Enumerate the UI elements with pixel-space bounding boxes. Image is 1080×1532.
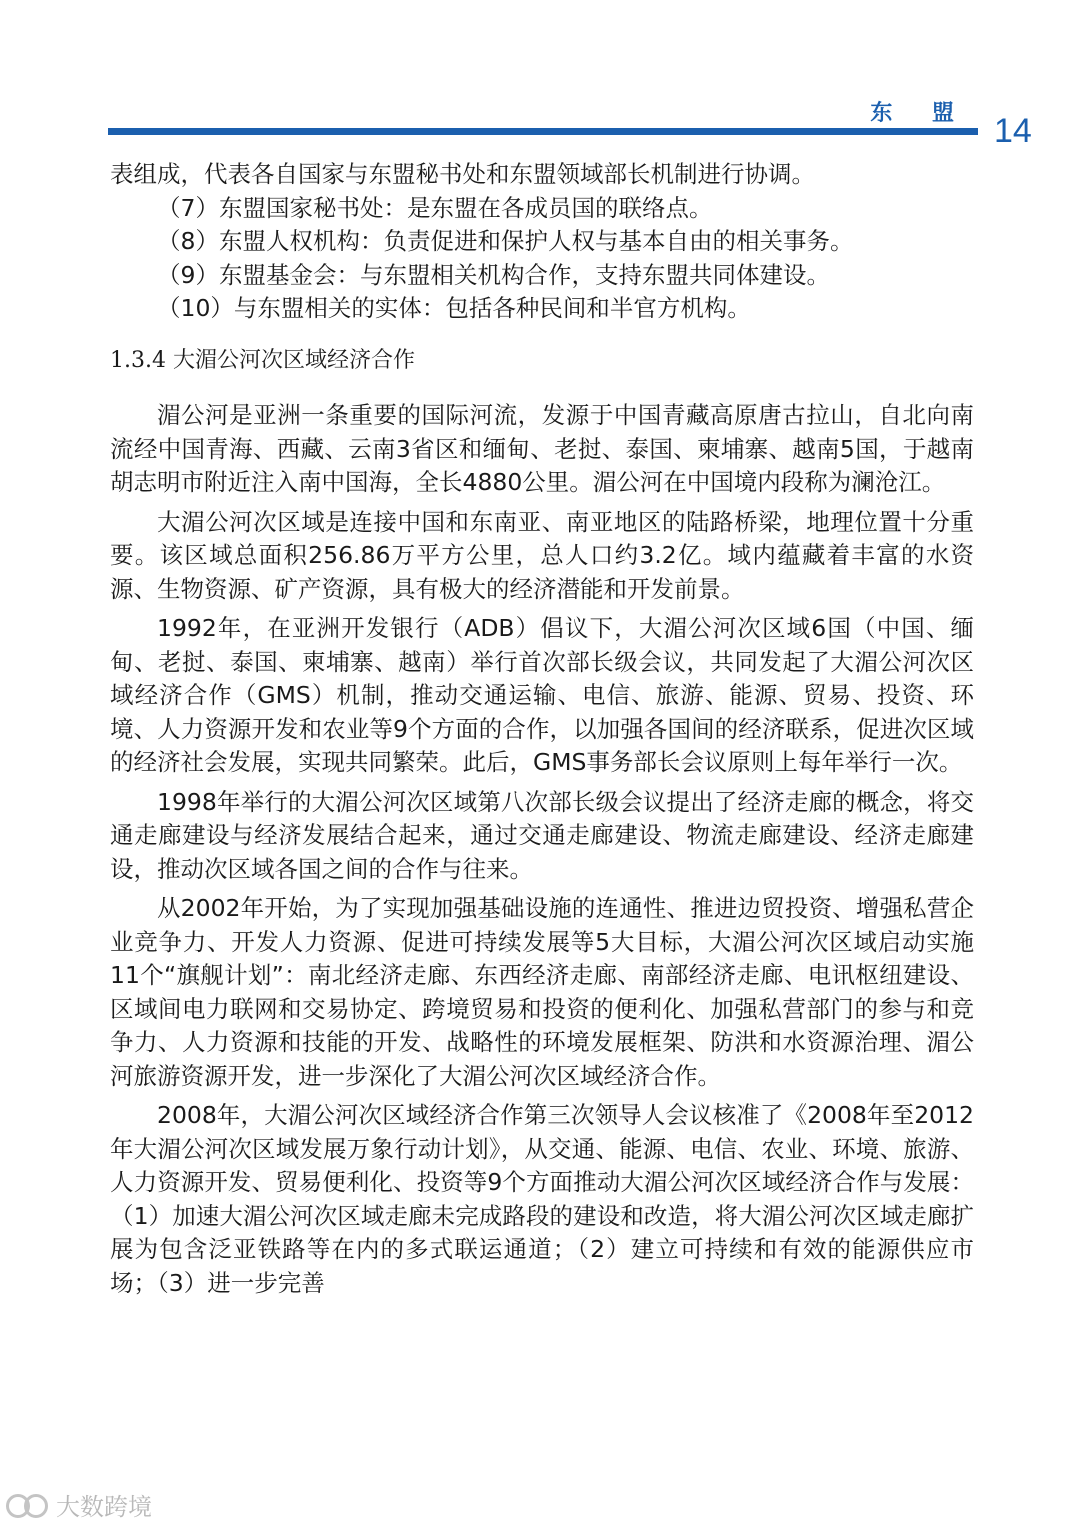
list-item-10: （10）与东盟相关的实体：包括各种民间和半官方机构。 xyxy=(157,294,751,322)
page-number: 14 xyxy=(994,112,1032,150)
paragraph-2008: 2008年，大湄公河次区域经济合作第三次领导人会议核准了《2008年至2012年大湄公河次区域发展万象行动计划》，从交通、能源、电信、农业、环境、旅游、人力资源开发、贸易便利化、投资等9个方面推动大湄公河次区域经济合作与发展：（1）加速大湄公河次区域走廊未完成路段的建设和改造，将大湄公河次区域走廊扩展为包含泛亚铁路等在内的多式联运通道；（2）建立可持续和有效的能源供应市场；（3）进一步完善 xyxy=(110,1101,974,1297)
watermark-logo-icon xyxy=(6,1492,50,1518)
watermark-text: 大数跨境 xyxy=(56,1493,152,1521)
list-item-9: （9）东盟基金会：与东盟相关机构合作，支持东盟共同体建设。 xyxy=(157,260,830,289)
watermark xyxy=(6,1487,152,1522)
section-heading: 1.3.4 大湄公河次区域经济合作 xyxy=(110,347,415,373)
paragraph-1992: 1992年，在亚洲开发银行（ADB）倡议下，大湄公河次区域6国（中国、缅甸、老挝、泰国、柬埔寨、越南）举行首次部长级会议，共同发起了大湄公河次区域经济合作（GMS）机制，推动交通运输、电信、旅游、能源、贸易、投资、环境、人力资源开发和农业等9个方面的合作，以加强各国间的经济联系，促进次区域的经济社会发展，实现共同繁荣。此后，GMS事务部长会议原则上每年举行一次。 xyxy=(110,614,974,776)
paragraph-subregion: 大湄公河次区域是连接中国和东南亚、南亚地区的陆路桥梁，地理位置十分重要。该区域总面积256.86万平方公里，总人口约3.2亿。域内蕴藏着丰富的水资源、生物资源、矿产资源，具有极大的经济潜能和开发前景。 xyxy=(110,507,974,603)
list-item-7: （7）东盟国家秘书处：是东盟在各成员国的联络点。 xyxy=(157,193,713,222)
header-rule xyxy=(108,128,978,135)
page-body xyxy=(110,158,974,1300)
paragraph-2002: 从2002年开始，为了实现加强基础设施的连通性、推进边贸投资、增强私营企业竞争力、开发人力资源、促进可持续发展等5大目标，大湄公河次区域启动实施11个“旗舰计划”：南北经济走廊、东西经济走廊、南部经济走廊、电讯枢纽建设、区域间电力联网和交易协定、跨境贸易和投资的便利化、加强私营部门的参与和竞争力、人力资源和技能的开发、战略性的环境发展框架、防洪和水资源治理、湄公河旅游资源开发，进一步深化了大湄公河次区域经济合作。 xyxy=(110,894,974,1090)
running-header-title: 东 盟 xyxy=(870,101,970,126)
list-item-8: （8）东盟人权机构：负责促进和保护人权与基本自由的相关事务。 xyxy=(157,227,854,255)
paragraph-mekong-river: 湄公河是亚洲一条重要的国际河流，发源于中国青藏高原唐古拉山，自北向南流经中国青海、西藏、云南3省区和缅甸、老挝、泰国、柬埔寨、越南5国，于越南胡志明市附近注入南中国海，全长4880公里。湄公河在中国境内段称为澜沧江。 xyxy=(110,401,974,496)
body-line-continued: 表组成，代表各自国家与东盟秘书处和东盟领域部长机制进行协调。 xyxy=(110,160,815,188)
paragraph-1998: 1998年举行的大湄公河次区域第八次部长级会议提出了经济走廊的概念，将交通走廊建设与经济发展结合起来，通过交通走廊建设、物流走廊建设、经济走廊建设，推动次区域各国之间的合作与往来。 xyxy=(110,787,974,883)
